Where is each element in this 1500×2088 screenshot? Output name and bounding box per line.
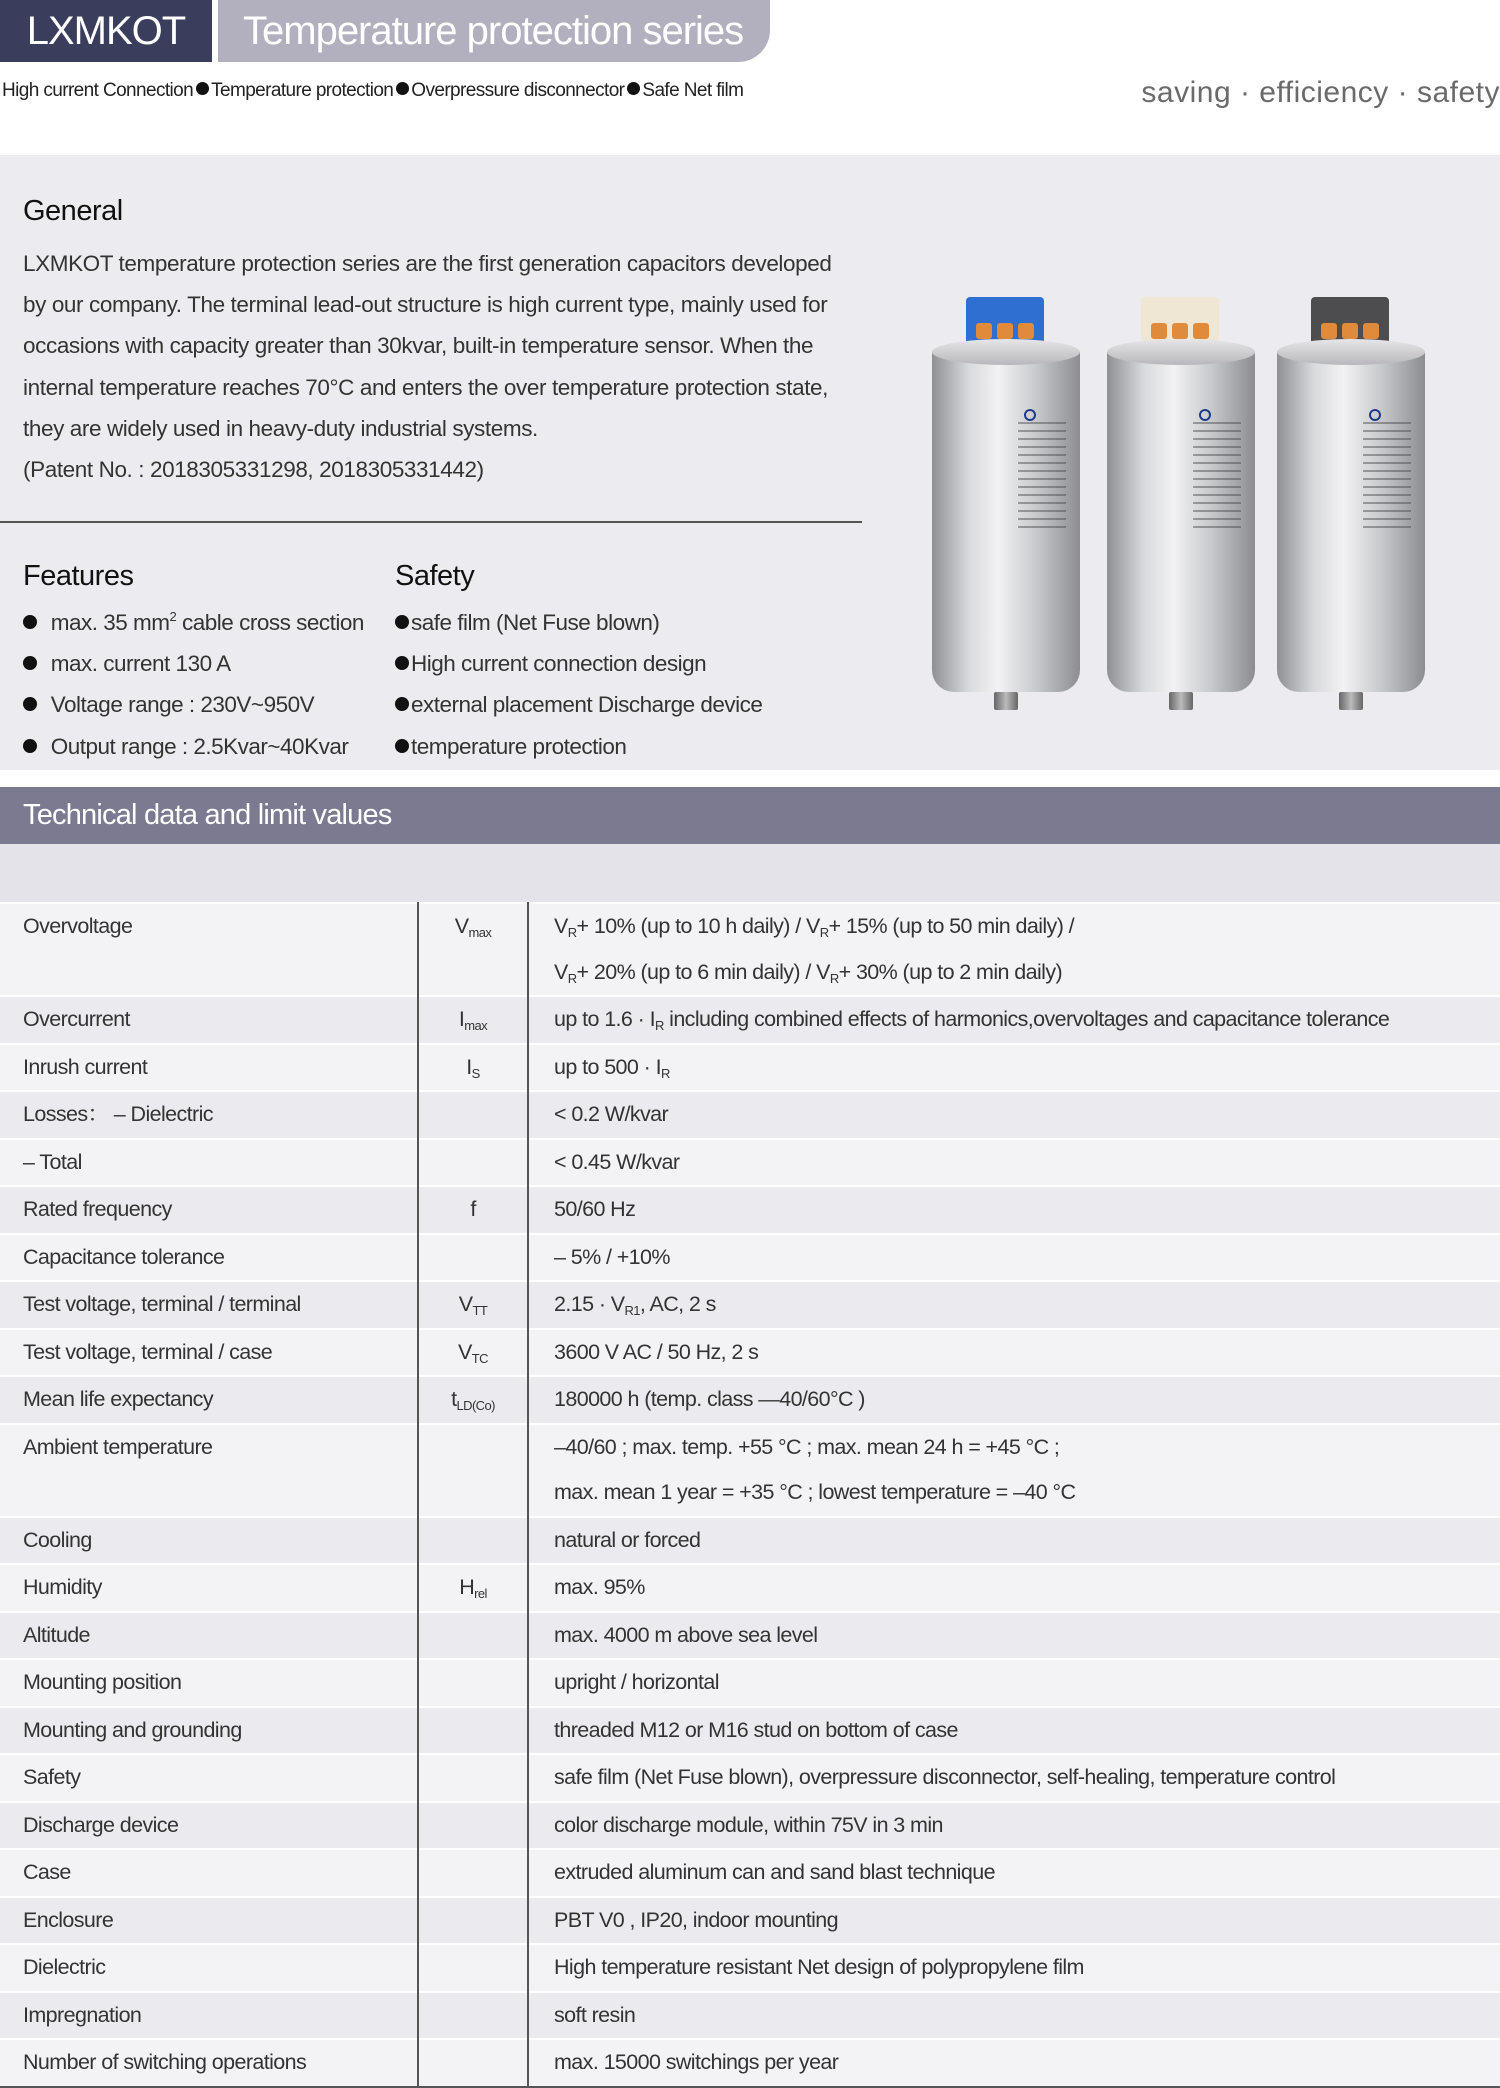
mounting-stud (1169, 692, 1193, 710)
bullet-icon (196, 82, 209, 95)
series-title: Temperature protection series (218, 0, 770, 62)
parameter-value: 180000 h (temp. class —40/60°C ) (554, 1387, 865, 1411)
parameter-name: Dielectric (23, 1955, 106, 1979)
parameter-name: Cooling (23, 1527, 92, 1552)
parameter-value: up to $1.6 \cdot I_R$ including combined effects of harmonics,overvoltages and capacitance tolerance (554, 1007, 1390, 1033)
table-row (0, 1754, 1500, 1802)
parameter-name: Humidity (23, 1575, 102, 1599)
parameter-value: $V_R+ 20\%$ (up to 6 min daily) / $V_R+ 30\%$ (up to 2 min daily) (554, 959, 1063, 986)
list-item: Output range : 2.5Kvar~40Kvar (23, 726, 364, 767)
parameter-name: Case (23, 1860, 71, 1884)
brand-logo-icon (1199, 409, 1211, 421)
slogan: saving · efficiency · safety (1141, 76, 1500, 109)
parameter-name: Test voltage, terminal / case (23, 1339, 273, 1364)
parameter-name: Altitude (23, 1622, 90, 1647)
general-text: LXMKOT temperature protection series are the first generation capacitors developed by our company. The terminal lead-out structure is high current type, mainly used for occasions with capacity greater than 30kvar, built-in temperature sensor. When the internal temperature reaches 70°C and enters the over temperature protection state, they are widely used in heavy-duty industrial systems. (23, 251, 832, 441)
bullet-icon (396, 82, 409, 95)
brand-logo-icon (1024, 409, 1036, 421)
parameter-value: $2.15 \cdot V_{R1}$, AC, 2 s (554, 1292, 716, 1318)
table-row (0, 996, 1500, 1044)
header-feature: Safe Net film (642, 80, 744, 101)
parameter-value: threaded M12 or M16 stud on bottom of case (554, 1717, 958, 1742)
list-item: max. 35 $mm^2$ cable cross section (23, 602, 364, 643)
table-row (0, 1139, 1500, 1187)
table-row (0, 903, 1500, 996)
list-item: Voltage range : 230V~950V (23, 684, 364, 725)
table-row (0, 1424, 1500, 1517)
parameter-name: Losses： – Dielectric (23, 1102, 213, 1126)
parameter-name: Enclosure (23, 1907, 114, 1932)
table-row (0, 1707, 1500, 1755)
parameter-value: – 5% / +10% (554, 1244, 670, 1269)
parameter-name: Overcurrent (23, 1007, 130, 1031)
parameter-value: 3600 V AC / 50 Hz, 2 s (554, 1339, 759, 1364)
parameter-name: – Total (23, 1149, 82, 1174)
divider (0, 521, 862, 523)
general-body (23, 243, 843, 490)
page-header (0, 0, 1500, 155)
product-image (920, 275, 1440, 745)
list-item: High current connection design (395, 643, 762, 684)
list-item: temperature protection (395, 726, 762, 767)
patent-numbers: (Patent No. : 2018305331298, 2018305331442) (23, 457, 484, 483)
bullet-icon (23, 656, 37, 670)
bullet-icon (395, 615, 409, 629)
technical-table (0, 902, 1500, 2088)
parameter-name: Ambient temperature (23, 1434, 213, 1459)
parameter-symbol: f (470, 1197, 476, 1221)
parameter-name: Inrush current (23, 1054, 148, 1079)
table-row (0, 1802, 1500, 1850)
parameter-value: up to $500 \cdot I_R$ (554, 1054, 670, 1081)
bullet-icon (627, 82, 640, 95)
parameter-value: color discharge module, within 75V in 3 min (554, 1812, 943, 1837)
parameter-value: upright / horizontal (554, 1670, 719, 1694)
features-title: Features (23, 560, 134, 592)
parameter-value: max. 95% (554, 1575, 645, 1599)
mounting-stud (1339, 692, 1363, 710)
table-row (0, 1186, 1500, 1234)
parameter-value: extruded aluminum can and sand blast technique (554, 1860, 995, 1884)
parameter-value: 50/60 Hz (554, 1197, 636, 1221)
brand-logo-icon (1369, 409, 1381, 421)
table-row (0, 1897, 1500, 1945)
parameter-value: $V_R+ 10\%$ (up to 10 h daily) / $V_R+ 15\%$ (up to 50 min daily) / (554, 914, 1075, 940)
header-feature-list (2, 80, 743, 102)
parameter-symbol: $I_S$ (466, 1054, 480, 1081)
features-list (23, 602, 364, 767)
safety-title: Safety (395, 560, 475, 592)
table-row (0, 1944, 1500, 1992)
parameter-value: PBT V0 , IP20, indoor mounting (554, 1907, 838, 1932)
parameter-symbol: $V_{TT}$ (458, 1292, 488, 1318)
list-item: max. current 130 A (23, 643, 364, 684)
table-row (0, 1234, 1500, 1282)
table-row (0, 1376, 1500, 1424)
parameter-name: Rated frequency (23, 1197, 172, 1221)
bullet-icon (395, 656, 409, 670)
table-row (0, 2039, 1500, 2087)
parameter-name: Discharge device (23, 1812, 179, 1837)
header-feature: Temperature protection (211, 80, 394, 101)
overview-section (0, 155, 1500, 770)
parameter-value: safe film (Net Fuse blown), overpressure disconnector, self-healing, temperature control (554, 1765, 1336, 1789)
parameter-name: Mounting and grounding (23, 1717, 242, 1742)
header-feature: High current Connection (2, 80, 194, 101)
parameter-symbol: $I_{max}$ (458, 1007, 488, 1033)
parameter-value: natural or forced (554, 1527, 701, 1552)
list-item: safe film (Net Fuse blown) (395, 602, 762, 643)
table-row (0, 1612, 1500, 1660)
parameter-value: < 0.45 W/kvar (554, 1149, 680, 1174)
parameter-symbol: $V_{TC}$ (458, 1339, 488, 1366)
mounting-stud (994, 692, 1018, 710)
bullet-icon (23, 739, 37, 753)
parameter-symbol: $H_{rel}$ (459, 1575, 487, 1601)
table-row (0, 1992, 1500, 2040)
parameter-name: Mounting position (23, 1670, 182, 1694)
table-row (0, 1044, 1500, 1092)
header-feature: Overpressure disconnector (411, 80, 625, 101)
table-row (0, 1281, 1500, 1329)
parameter-name: Test voltage, terminal / terminal (23, 1292, 301, 1316)
parameter-value: High temperature resistant Net design of polypropylene film (554, 1955, 1084, 1979)
bullet-icon (23, 697, 37, 711)
parameter-name: Number of switching operations (23, 2050, 307, 2074)
technical-title: Technical data and limit values (0, 787, 1500, 844)
safety-list (395, 602, 762, 767)
parameter-name: Capacitance tolerance (23, 1244, 225, 1269)
table-row (0, 1091, 1500, 1139)
technical-subheader (0, 844, 1500, 902)
table-row (0, 1517, 1500, 1565)
parameter-name: Safety (23, 1765, 81, 1789)
bullet-icon (395, 739, 409, 753)
parameter-name: Mean life expectancy (23, 1387, 213, 1411)
table-row (0, 1329, 1500, 1377)
parameter-name: Impregnation (23, 2002, 142, 2027)
parameter-value: –40/60 ; max. temp. +55 °C ; max. mean 24 h = +45 °C ; (554, 1434, 1060, 1459)
bullet-icon (23, 615, 37, 629)
parameter-name: Overvoltage (23, 914, 133, 938)
bullet-icon (395, 697, 409, 711)
parameter-symbol: $t_{LD(Co)}$ (451, 1387, 495, 1413)
table-row (0, 1564, 1500, 1612)
parameter-value: max. mean 1 year = +35 °C ; lowest temperature = –40 °C (554, 1480, 1076, 1504)
general-title: General (23, 195, 123, 227)
list-item: external placement Discharge device (395, 684, 762, 725)
table-row (0, 1849, 1500, 1897)
parameter-value: < 0.2 W/kvar (554, 1102, 669, 1126)
table-row (0, 1659, 1500, 1707)
parameter-value: max. 4000 m above sea level (554, 1622, 818, 1647)
parameter-symbol: $V_{max}$ (454, 914, 492, 940)
parameter-value: max. 15000 switchings per year (554, 2050, 839, 2074)
series-code: LXMKOT (0, 0, 212, 62)
parameter-value: soft resin (554, 2002, 636, 2027)
